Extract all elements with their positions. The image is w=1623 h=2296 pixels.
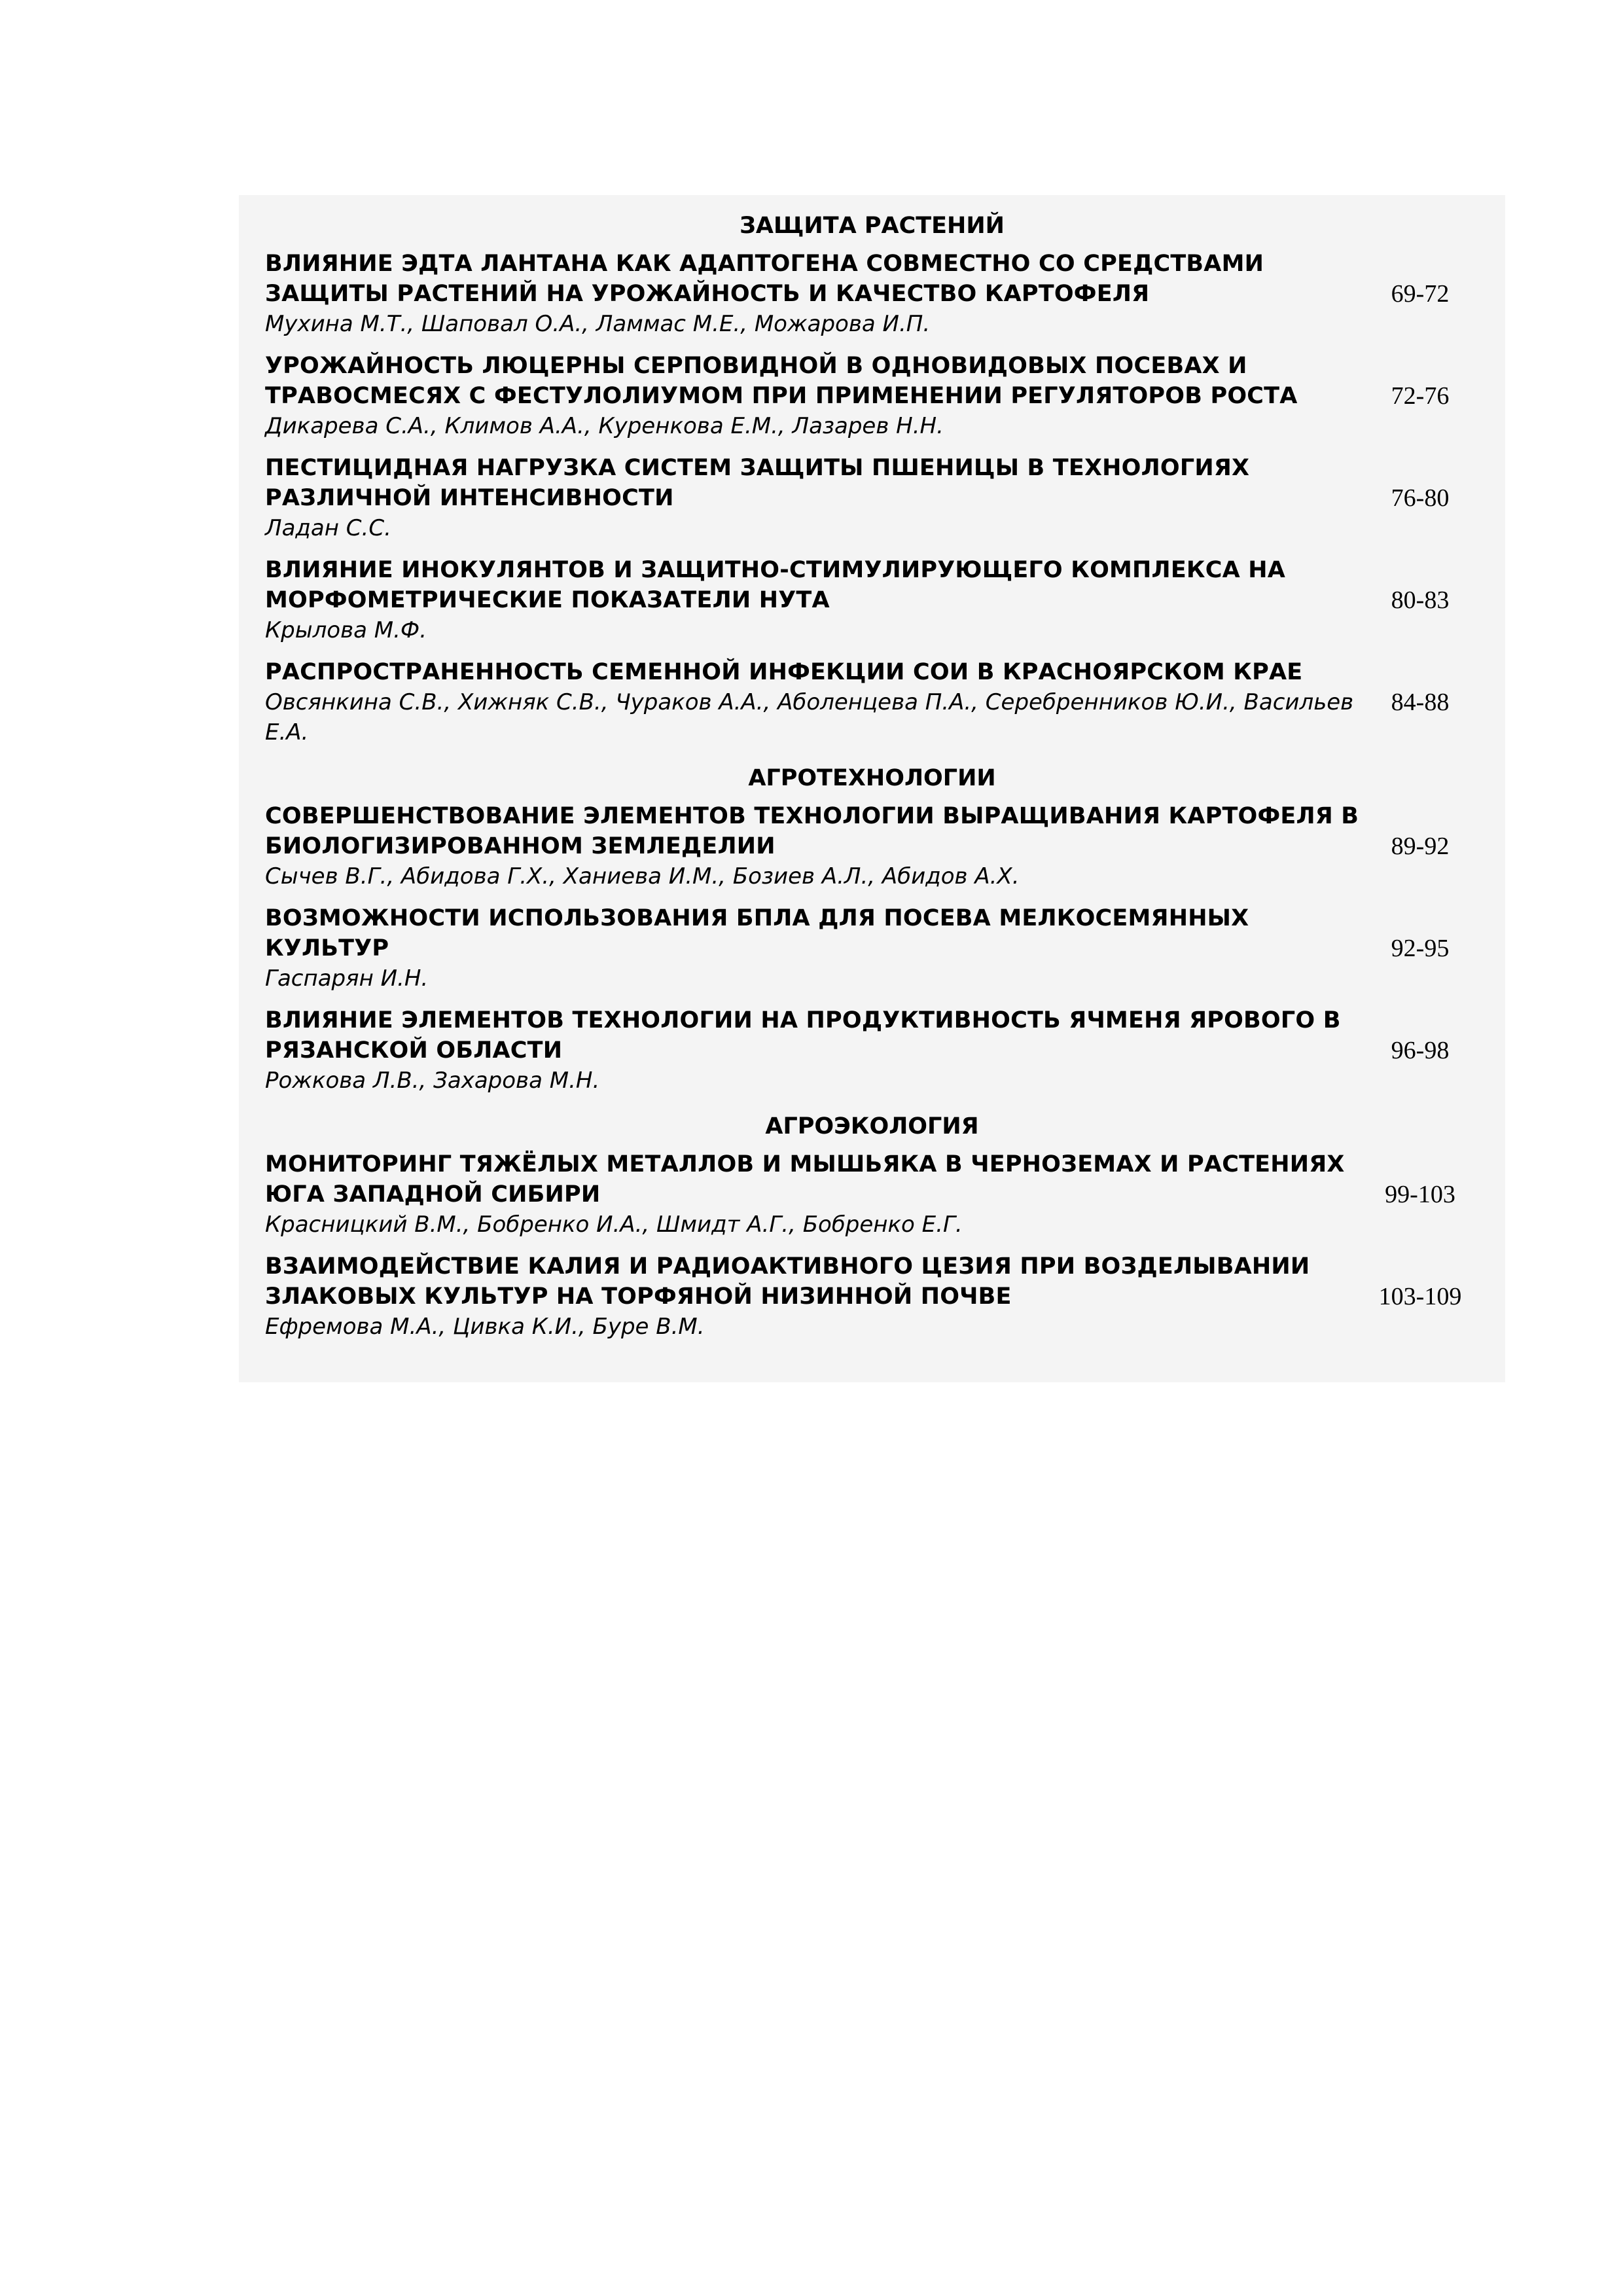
toc-entry[interactable] — [265, 555, 1479, 657]
article-authors: Ладан С.С. — [265, 515, 391, 541]
toc-entry[interactable] — [265, 351, 1479, 453]
toc-entry[interactable] — [265, 1251, 1479, 1354]
article-title: ВОЗМОЖНОСТИ ИСПОЛЬЗОВАНИЯ БПЛА ДЛЯ ПОСЕВА МЕЛКОСЕМЯННЫХ КУЛЬТУР — [265, 905, 1249, 961]
page-range: 76-80 — [1391, 484, 1450, 512]
page-range: 69-72 — [1391, 280, 1450, 308]
article-title: ПЕСТИЦИДНАЯ НАГРУЗКА СИСТЕМ ЗАЩИТЫ ПШЕНИЦЫ В ТЕХНОЛОГИЯХ РАЗЛИЧНОЙ ИНТЕНСИВНОСТИ — [265, 455, 1250, 511]
page-range: 89-92 — [1391, 833, 1450, 860]
article-authors: Гаспарян И.Н. — [265, 965, 429, 992]
page-range: 96-98 — [1391, 1037, 1450, 1064]
article-title: СОВЕРШЕНСТВОВАНИЕ ЭЛЕМЕНТОВ ТЕХНОЛОГИИ ВЫРАЩИВАНИЯ КАРТОФЕЛЯ В БИОЛОГИЗИРОВАННОМ ЗЕМЛЕДЕЛИИ — [265, 803, 1359, 859]
article-authors: Дикарева С.А., Климов А.А., Куренкова Е.М., Лазарев Н.Н. — [265, 413, 944, 439]
page-range: 84-88 — [1391, 689, 1450, 716]
section-heading: АГРОЭКОЛОГИЯ — [765, 1113, 979, 1139]
article-title: ВЗАИМОДЕЙСТВИЕ КАЛИЯ И РАДИОАКТИВНОГО ЦЕЗИЯ ПРИ ВОЗДЕЛЫВАНИИ ЗЛАКОВЫХ КУЛЬТУР НА ТОРФЯНОЙ НИЗИННОЙ ПОЧВЕ — [265, 1253, 1310, 1310]
page-range: 99-103 — [1385, 1181, 1455, 1208]
article-authors: Мухина М.Т., Шаповал О.А., Ламмас М.Е., Можарова И.П. — [265, 311, 931, 337]
toc-entry[interactable] — [265, 1005, 1479, 1107]
article-authors: Рожкова Л.В., Захарова М.Н. — [265, 1067, 600, 1094]
toc-entry[interactable] — [265, 249, 1479, 351]
section-heading-row — [265, 1107, 1479, 1149]
toc-entry[interactable] — [265, 657, 1479, 759]
page-range: 92-95 — [1391, 935, 1450, 962]
article-title: МОНИТОРИНГ ТЯЖЁЛЫХ МЕТАЛЛОВ И МЫШЬЯКА В ЧЕРНОЗЕМАХ И РАСТЕНИЯХ ЮГА ЗАПАДНОЙ СИБИРИ — [265, 1151, 1345, 1208]
article-authors: Красницкий В.М., Бобренко И.А., Шмидт А.Г., Бобренко Е.Г. — [265, 1211, 963, 1238]
section-heading: АГРОТЕХНОЛОГИИ — [748, 765, 996, 791]
article-authors: Ефремова М.А., Цивка К.И., Буре В.М. — [265, 1314, 705, 1340]
section-heading-row — [265, 207, 1479, 249]
page-range: 72-76 — [1391, 382, 1450, 410]
toc-entry[interactable] — [265, 801, 1479, 903]
section-heading-row — [265, 759, 1479, 801]
article-title: ВЛИЯНИЕ ЭДТА ЛАНТАНА КАК АДАПТОГЕНА СОВМЕСТНО СО СРЕДСТВАМИ ЗАЩИТЫ РАСТЕНИЙ НА УРОЖАЙНОСТЬ И КАЧЕСТВО КАРТОФЕЛЯ — [265, 251, 1264, 307]
article-title: ВЛИЯНИЕ ЭЛЕМЕНТОВ ТЕХНОЛОГИИ НА ПРОДУКТИВНОСТЬ ЯЧМЕНЯ ЯРОВОГО В РЯЗАНСКОЙ ОБЛАСТИ — [265, 1007, 1341, 1064]
article-authors: Овсянкина С.В., Хижняк С.В., Чураков А.А., Аболенцева П.А., Серебренников Ю.И., Васильев Е.А. — [265, 689, 1354, 745]
toc-entry[interactable] — [265, 1149, 1479, 1251]
article-authors: Сычев В.Г., Абидова Г.Х., Ханиева И.М., Бозиев А.Л., Абидов А.Х. — [265, 863, 1020, 889]
table-of-contents — [239, 195, 1505, 1382]
toc-entry[interactable] — [265, 453, 1479, 555]
article-title: РАСПРОСТРАНЕННОСТЬ СЕМЕННОЙ ИНФЕКЦИИ СОИ В КРАСНОЯРСКОМ КРАЕ — [265, 659, 1303, 685]
section-heading: ЗАЩИТА РАСТЕНИЙ — [740, 213, 1005, 239]
article-title: ВЛИЯНИЕ ИНОКУЛЯНТОВ И ЗАЩИТНО-СТИМУЛИРУЮЩЕГО КОМПЛЕКСА НА МОРФОМЕТРИЧЕСКИЕ ПОКАЗАТЕЛИ НУТА — [265, 557, 1286, 613]
article-title: УРОЖАЙНОСТЬ ЛЮЦЕРНЫ СЕРПОВИДНОЙ В ОДНОВИДОВЫХ ПОСЕВАХ И ТРАВОСМЕСЯХ С ФЕСТУЛОЛИУМОМ ПРИ ПРИМЕНЕНИИ РЕГУЛЯТОРОВ РОСТА — [265, 353, 1298, 409]
page-range: 80-83 — [1391, 586, 1450, 614]
page-range: 103-109 — [1378, 1283, 1462, 1310]
toc-table — [265, 207, 1479, 1354]
article-authors: Крылова М.Ф. — [265, 617, 427, 643]
toc-entry[interactable] — [265, 903, 1479, 1005]
